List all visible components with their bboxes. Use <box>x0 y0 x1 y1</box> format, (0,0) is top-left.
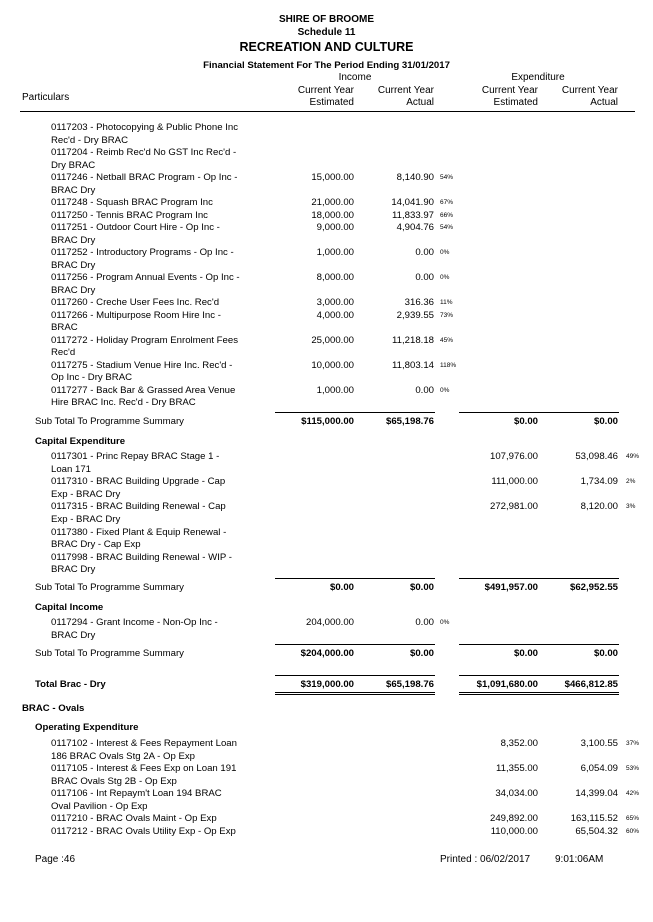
cell-ie: 1,000.00 <box>316 247 354 258</box>
schedule-label: Schedule 11 <box>297 27 356 38</box>
cell-d2: Exp - BRAC Dry <box>51 514 121 525</box>
cell-d1: 0117251 - Outdoor Court Hire - Op Inc - <box>51 222 220 233</box>
table-row-continuation <box>0 630 653 643</box>
table-row <box>0 172 653 185</box>
cell-d1: 0117212 - BRAC Ovals Utility Exp - Op Exp <box>51 825 236 837</box>
cell-d1: 0117248 - Squash BRAC Program Inc <box>51 197 213 208</box>
table-row <box>0 552 653 565</box>
table-row-continuation <box>0 489 653 502</box>
cell-d1: 0117105 - Interest & Fees Exp on Loan 191 <box>51 763 237 774</box>
table-row <box>0 451 653 464</box>
cell-d1: 0117204 - Reimb Rec'd No GST Inc Rec'd - <box>51 147 237 158</box>
cell-ia: 0.00 <box>415 617 434 628</box>
cell-ie: 9,000.00 <box>316 222 354 233</box>
cell-ee: 272,981.00 <box>489 501 538 513</box>
table-row <box>0 197 653 210</box>
cell-d1: 0117106 - Int Repaym't Loan 194 BRAC <box>51 788 222 799</box>
cell-d1: 0117277 - Back Bar & Grassed Area Venue <box>51 384 236 396</box>
cell-d1: 0117102 - Interest & Fees Repayment Loan <box>51 738 237 749</box>
cell-d1: 0117252 - Introductory Programs - Op Inc - <box>51 247 234 258</box>
table-row-continuation <box>0 801 653 814</box>
table-row-continuation <box>0 751 653 764</box>
cell-ip: 67% <box>440 199 454 206</box>
cell-ee: 110,000.00 <box>490 825 538 837</box>
cell-ee: 107,976.00 <box>489 451 538 462</box>
cell-ea: 53,098.46 <box>575 451 618 462</box>
operating-expenditure-heading: Operating Expenditure <box>35 722 139 733</box>
subtotal-row-3: Sub Total To Programme Summary $204,000.00 $0.00 $0.00 $0.00 <box>0 648 653 662</box>
cell-d2: Op Inc - Dry BRAC <box>51 372 133 383</box>
cell-d1: 0117294 - Grant Income - Non-Op Inc - <box>51 617 218 628</box>
cell-ia: 0.00 <box>415 247 434 258</box>
total-row: Total Brac - Dry $319,000.00 $65,198.76 $1,091,680.00 $466,812.85 <box>0 679 653 693</box>
cell-ie: 4,000.00 <box>316 309 354 321</box>
cell-ee: 8,352.00 <box>500 738 538 749</box>
income-header: Income <box>338 72 372 83</box>
cell-ia: 11,803.14 <box>392 359 434 371</box>
table-row-continuation <box>0 322 653 335</box>
table-row <box>0 527 653 540</box>
cell-d2: BRAC Dry <box>51 234 96 246</box>
cell-ie: 204,000.00 <box>305 617 354 628</box>
subtotal-row-2: Sub Total To Programme Summary $0.00 $0.00 $491,957.00 $62,952.55 <box>0 582 653 596</box>
cell-ia: 0.00 <box>415 384 434 396</box>
cell-d2: Loan 171 <box>51 463 92 475</box>
cell-ip: 11% <box>440 299 453 306</box>
table-row-continuation <box>0 160 653 173</box>
table-row <box>0 335 653 348</box>
cell-d1: 0117310 - BRAC Building Upgrade - Cap <box>51 476 226 488</box>
page-number: Page :46 <box>35 854 76 865</box>
cell-ea: 3,100.55 <box>580 738 618 749</box>
capital-expenditure-heading: Capital Expenditure <box>35 436 126 447</box>
table-row-continuation <box>0 135 653 148</box>
table-row-continuation <box>0 185 653 198</box>
cell-ia: 2,939.55 <box>396 309 434 321</box>
cell-ea: 8,120.00 <box>580 501 618 513</box>
table-row <box>0 476 653 489</box>
cell-d2: BRAC Dry <box>51 284 96 296</box>
cell-ia: 4,904.76 <box>396 222 434 233</box>
cell-ea: 14,399.04 <box>575 788 618 799</box>
cell-ie: 3,000.00 <box>316 297 354 308</box>
cell-ip: 0% <box>440 274 450 281</box>
cell-d2: BRAC Dry <box>51 259 96 271</box>
cell-ie: 21,000.00 <box>311 197 354 208</box>
cell-d1: 0117256 - Program Annual Events - Op Inc - <box>51 272 240 283</box>
cell-d1: 0117260 - Creche User Fees Inc. Rec'd <box>51 297 220 308</box>
cell-ip: 73% <box>440 311 454 319</box>
table-row <box>0 297 653 310</box>
cell-d1: 0117380 - Fixed Plant & Equip Renewal - <box>51 526 227 538</box>
expenditure-header: Expenditure <box>511 72 565 83</box>
cell-ip: 54% <box>440 174 454 181</box>
cell-d2: BRAC Dry - Cap Exp <box>51 539 141 551</box>
cell-d1: 0117998 - BRAC Building Renewal - WIP - <box>51 551 232 563</box>
cell-d2: 186 BRAC Ovals Stg 2A - Op Exp <box>51 750 195 762</box>
capital-income-heading: Capital Income <box>35 602 104 613</box>
cell-ep: 37% <box>626 740 640 747</box>
cell-ip: 0% <box>440 619 450 626</box>
cell-ip: 54% <box>440 224 454 231</box>
table-row-continuation <box>0 397 653 410</box>
table-row <box>0 763 653 776</box>
table-row-continuation <box>0 235 653 248</box>
table-row <box>0 813 653 826</box>
expenditure-actual-header: Current Year Actual <box>561 85 618 108</box>
cell-ie: 15,000.00 <box>311 172 354 183</box>
cell-d1: 0117203 - Photocopying & Public Phone Inc <box>51 122 239 133</box>
table-row-continuation <box>0 564 653 577</box>
table-row-continuation <box>0 464 653 477</box>
cell-d2: BRAC Dry <box>51 629 96 641</box>
table-row-continuation <box>0 514 653 527</box>
table-row <box>0 147 653 160</box>
income-actual-header: Current Year Actual <box>377 85 434 108</box>
cell-ip: 118% <box>440 361 457 369</box>
table-row <box>0 310 653 323</box>
brac-ovals-heading: BRAC - Ovals <box>22 703 85 714</box>
cell-ia: 8,140.90 <box>396 172 434 183</box>
expenditure-estimated-header: Current Year Estimated <box>481 85 538 108</box>
statement-title: Financial Statement For The Period Ending 31/01/2017 <box>203 60 450 71</box>
cell-ip: 0% <box>440 249 450 256</box>
table-row-continuation <box>0 776 653 789</box>
cell-ee: 11,355.00 <box>496 763 538 774</box>
table-row-continuation <box>0 285 653 298</box>
cell-ie: 8,000.00 <box>316 272 354 283</box>
printed-time: 9:01:06AM <box>555 854 604 865</box>
cell-ep: 42% <box>626 790 640 797</box>
cell-ia: 11,833.97 <box>392 209 434 221</box>
cell-d2: Hire BRAC Inc. Rec'd - Dry BRAC <box>51 397 196 408</box>
cell-ia: 11,218.18 <box>392 334 434 346</box>
cell-ep: 65% <box>626 815 640 822</box>
table-row-continuation <box>0 347 653 360</box>
cell-d1: 0117250 - Tennis BRAC Program Inc <box>51 209 208 221</box>
cell-ie: 18,000.00 <box>311 209 354 221</box>
cell-ip: 45% <box>440 336 454 344</box>
cell-ia: 316.36 <box>404 297 434 308</box>
cell-ia: 14,041.90 <box>391 197 434 208</box>
income-estimated-header: Current Year Estimated <box>297 85 354 108</box>
cell-d1: 0117301 - Princ Repay BRAC Stage 1 - <box>51 451 220 462</box>
subtotal-row-1: Sub Total To Programme Summary $115,000.00 $65,198.76 $0.00 $0.00 <box>0 416 653 430</box>
cell-d2: BRAC Dry <box>51 564 96 576</box>
cell-ia: 0.00 <box>415 272 434 283</box>
table-row-continuation <box>0 539 653 552</box>
cell-ep: 53% <box>626 765 640 772</box>
printed-date: Printed : 06/02/2017 <box>440 854 531 865</box>
cell-ee: 249,892.00 <box>489 813 538 824</box>
cell-d1: 0117246 - Netball BRAC Program - Op Inc - <box>51 172 238 183</box>
table-row <box>0 122 653 135</box>
cell-d2: Exp - BRAC Dry <box>51 488 121 500</box>
cell-ie: 10,000.00 <box>311 359 354 371</box>
header-rule <box>20 111 635 112</box>
cell-ea: 163,115.52 <box>570 813 618 824</box>
cell-ip: 0% <box>440 386 450 394</box>
shire-name: SHIRE OF BROOME <box>278 14 374 25</box>
table-row <box>0 385 653 398</box>
cell-ep: 3% <box>626 503 636 511</box>
cell-ee: 111,000.00 <box>491 476 538 488</box>
cell-ep: 49% <box>626 453 640 460</box>
cell-d2: Oval Pavilion - Op Exp <box>51 800 148 812</box>
cell-ep: 60% <box>626 827 640 835</box>
table-row <box>0 222 653 235</box>
cell-ie: 25,000.00 <box>311 334 354 346</box>
table-row <box>0 826 653 839</box>
cell-d2: Rec'd <box>51 347 76 358</box>
particulars-header: Particulars <box>22 92 70 103</box>
page-title: RECREATION AND CULTURE <box>239 40 414 54</box>
table-row <box>0 210 653 223</box>
table-row <box>0 360 653 373</box>
total-label: Total Brac - Dry <box>35 679 106 690</box>
cell-d2: BRAC Dry <box>51 184 96 196</box>
cell-d2: BRAC <box>51 322 78 333</box>
cell-d2: Rec'd - Dry BRAC <box>51 134 128 146</box>
table-row <box>0 788 653 801</box>
table-row <box>0 738 653 751</box>
cell-ea: 65,504.32 <box>575 825 618 837</box>
cell-d2: BRAC Ovals Stg 2B - Op Exp <box>51 775 177 787</box>
cell-ee: 34,034.00 <box>495 788 538 799</box>
cell-d1: 0117315 - BRAC Building Renewal - Cap <box>51 501 226 513</box>
table-row-continuation <box>0 260 653 273</box>
table-row-continuation <box>0 372 653 385</box>
cell-d1: 0117210 - BRAC Ovals Maint - Op Exp <box>51 813 217 824</box>
table-row <box>0 501 653 514</box>
cell-d1: 0117266 - Multipurpose Room Hire Inc - <box>51 309 221 321</box>
cell-d1: 0117272 - Holiday Program Enrolment Fees <box>51 334 238 346</box>
cell-ea: 1,734.09 <box>580 476 618 488</box>
cell-ip: 66% <box>440 211 454 219</box>
table-row <box>0 247 653 260</box>
cell-ep: 2% <box>626 478 636 486</box>
cell-d2: Dry BRAC <box>51 159 96 171</box>
cell-ie: 1,000.00 <box>316 384 354 396</box>
cell-ea: 6,054.09 <box>580 763 618 774</box>
table-row <box>0 617 653 630</box>
table-row <box>0 272 653 285</box>
cell-d1: 0117275 - Stadium Venue Hire Inc. Rec'd - <box>51 359 233 371</box>
